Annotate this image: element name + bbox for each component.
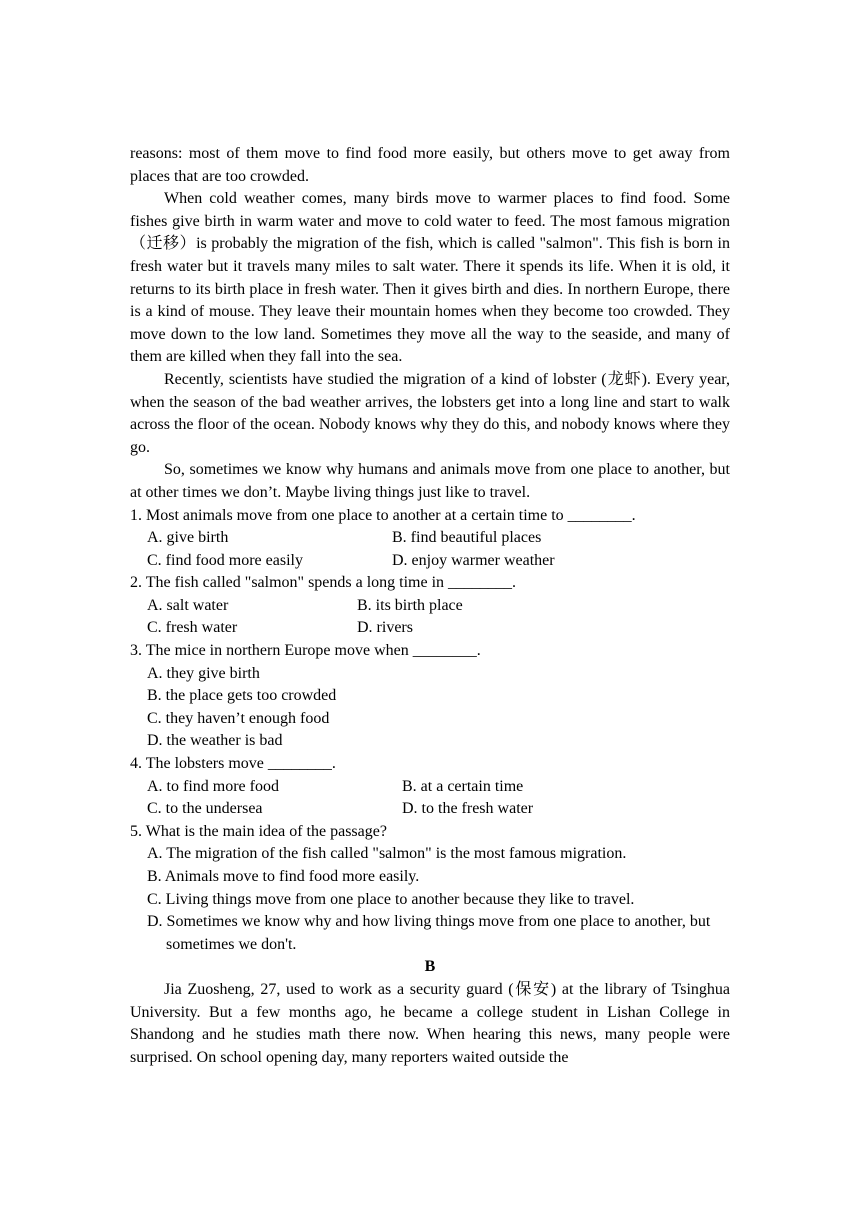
question-4-option-a: A. to find more food (147, 777, 279, 795)
question-2-option-d: D. rivers (357, 619, 413, 637)
question-1-option-d: D. enjoy warmer weather (392, 551, 555, 569)
question-5-stem: 5. What is the main idea of the passage? (130, 822, 387, 840)
question-2-stem: 2. The fish called "salmon" spends a long time in ________. (130, 574, 517, 592)
document-content (130, 143, 730, 1069)
question-1-option-a: A. give birth (147, 529, 229, 547)
passage-b-paragraph: Jia Zuosheng, 27, used to work as a security guard (保安) at the library of Tsinghua University. But a few months ago, he became a college student in Lishan College in Shandong and he studies math there now. When hearing this news, many people were surprised. On school opening day, many reporters waited outside the (130, 980, 730, 1066)
question-4-stem: 4. The lobsters move ________. (130, 755, 336, 773)
question-3-options (130, 663, 730, 753)
passage-a-paragraph-4: So, sometimes we know why humans and animals move from one place to another, but at other times we don’t. Maybe living things just like to travel. (130, 461, 730, 501)
passage-a-paragraph-2: When cold weather comes, many birds move to warmer places to find food. Some fishes give birth in warm water and move to cold water to feed. The most famous migration（迁移）is probably the migration of the fish, which is called "salmon". This fish is born in fresh water but it travels many miles to salt water. There it spends its life. When it is old, it returns to its birth place in fresh water. Then it gives birth and dies. In northern Europe, there is a kind of mouse. They leave their mountain homes when they become too crowded. They move down to the low land. Sometimes they move all the way to the seaside, and many of them are killed when they fall into the sea. (130, 190, 730, 366)
question-1-option-c: C. find food more easily (147, 551, 303, 569)
question-1-options (130, 527, 730, 572)
question-4-option-c: C. to the undersea (147, 800, 263, 818)
passage-a-paragraph-1: reasons: most of them move to find food more easily, but others move to get away from places that are too crowded. (130, 145, 730, 185)
question-3-option-d: D. the weather is bad (147, 732, 283, 750)
passage-b-title: B (424, 958, 436, 976)
question-3-stem: 3. The mice in northern Europe move when ________. (130, 642, 481, 660)
question-3-option-b: B. the place gets too crowded (147, 687, 337, 705)
question-2-options (130, 595, 730, 640)
question-4-option-b: B. at a certain time (402, 777, 524, 795)
question-2-option-c: C. fresh water (147, 619, 238, 637)
question-3-option-a: A. they give birth (147, 664, 260, 682)
passage-a-paragraph-3: Recently, scientists have studied the migration of a kind of lobster (龙虾). Every year, when the season of the bad weather arrives, the lobsters get into a long line and start to walk across the floor of the ocean. Nobody knows why they do this, and nobody knows where they go. (130, 370, 730, 456)
question-2-option-a: A. salt water (147, 596, 229, 614)
question-5-option-d: D. Sometimes we know why and how living things move from one place to another, but sometimes we don't. (147, 913, 711, 953)
question-4-option-d: D. to the fresh water (402, 800, 534, 818)
question-3-option-c: C. they haven’t enough food (147, 709, 330, 727)
question-2-option-b: B. its birth place (357, 596, 463, 614)
question-1-stem: 1. Most animals move from one place to another at a certain time to ________. (130, 506, 636, 524)
question-4-options (130, 776, 730, 821)
question-5-option-c: C. Living things move from one place to another because they like to travel. (147, 890, 635, 908)
question-5-option-b: B. Animals move to find food more easily. (147, 868, 420, 885)
question-1-option-b: B. find beautiful places (392, 529, 542, 547)
question-5-options (130, 843, 730, 956)
question-5-option-a: A. The migration of the fish called "salmon" is the most famous migration. (147, 845, 627, 863)
